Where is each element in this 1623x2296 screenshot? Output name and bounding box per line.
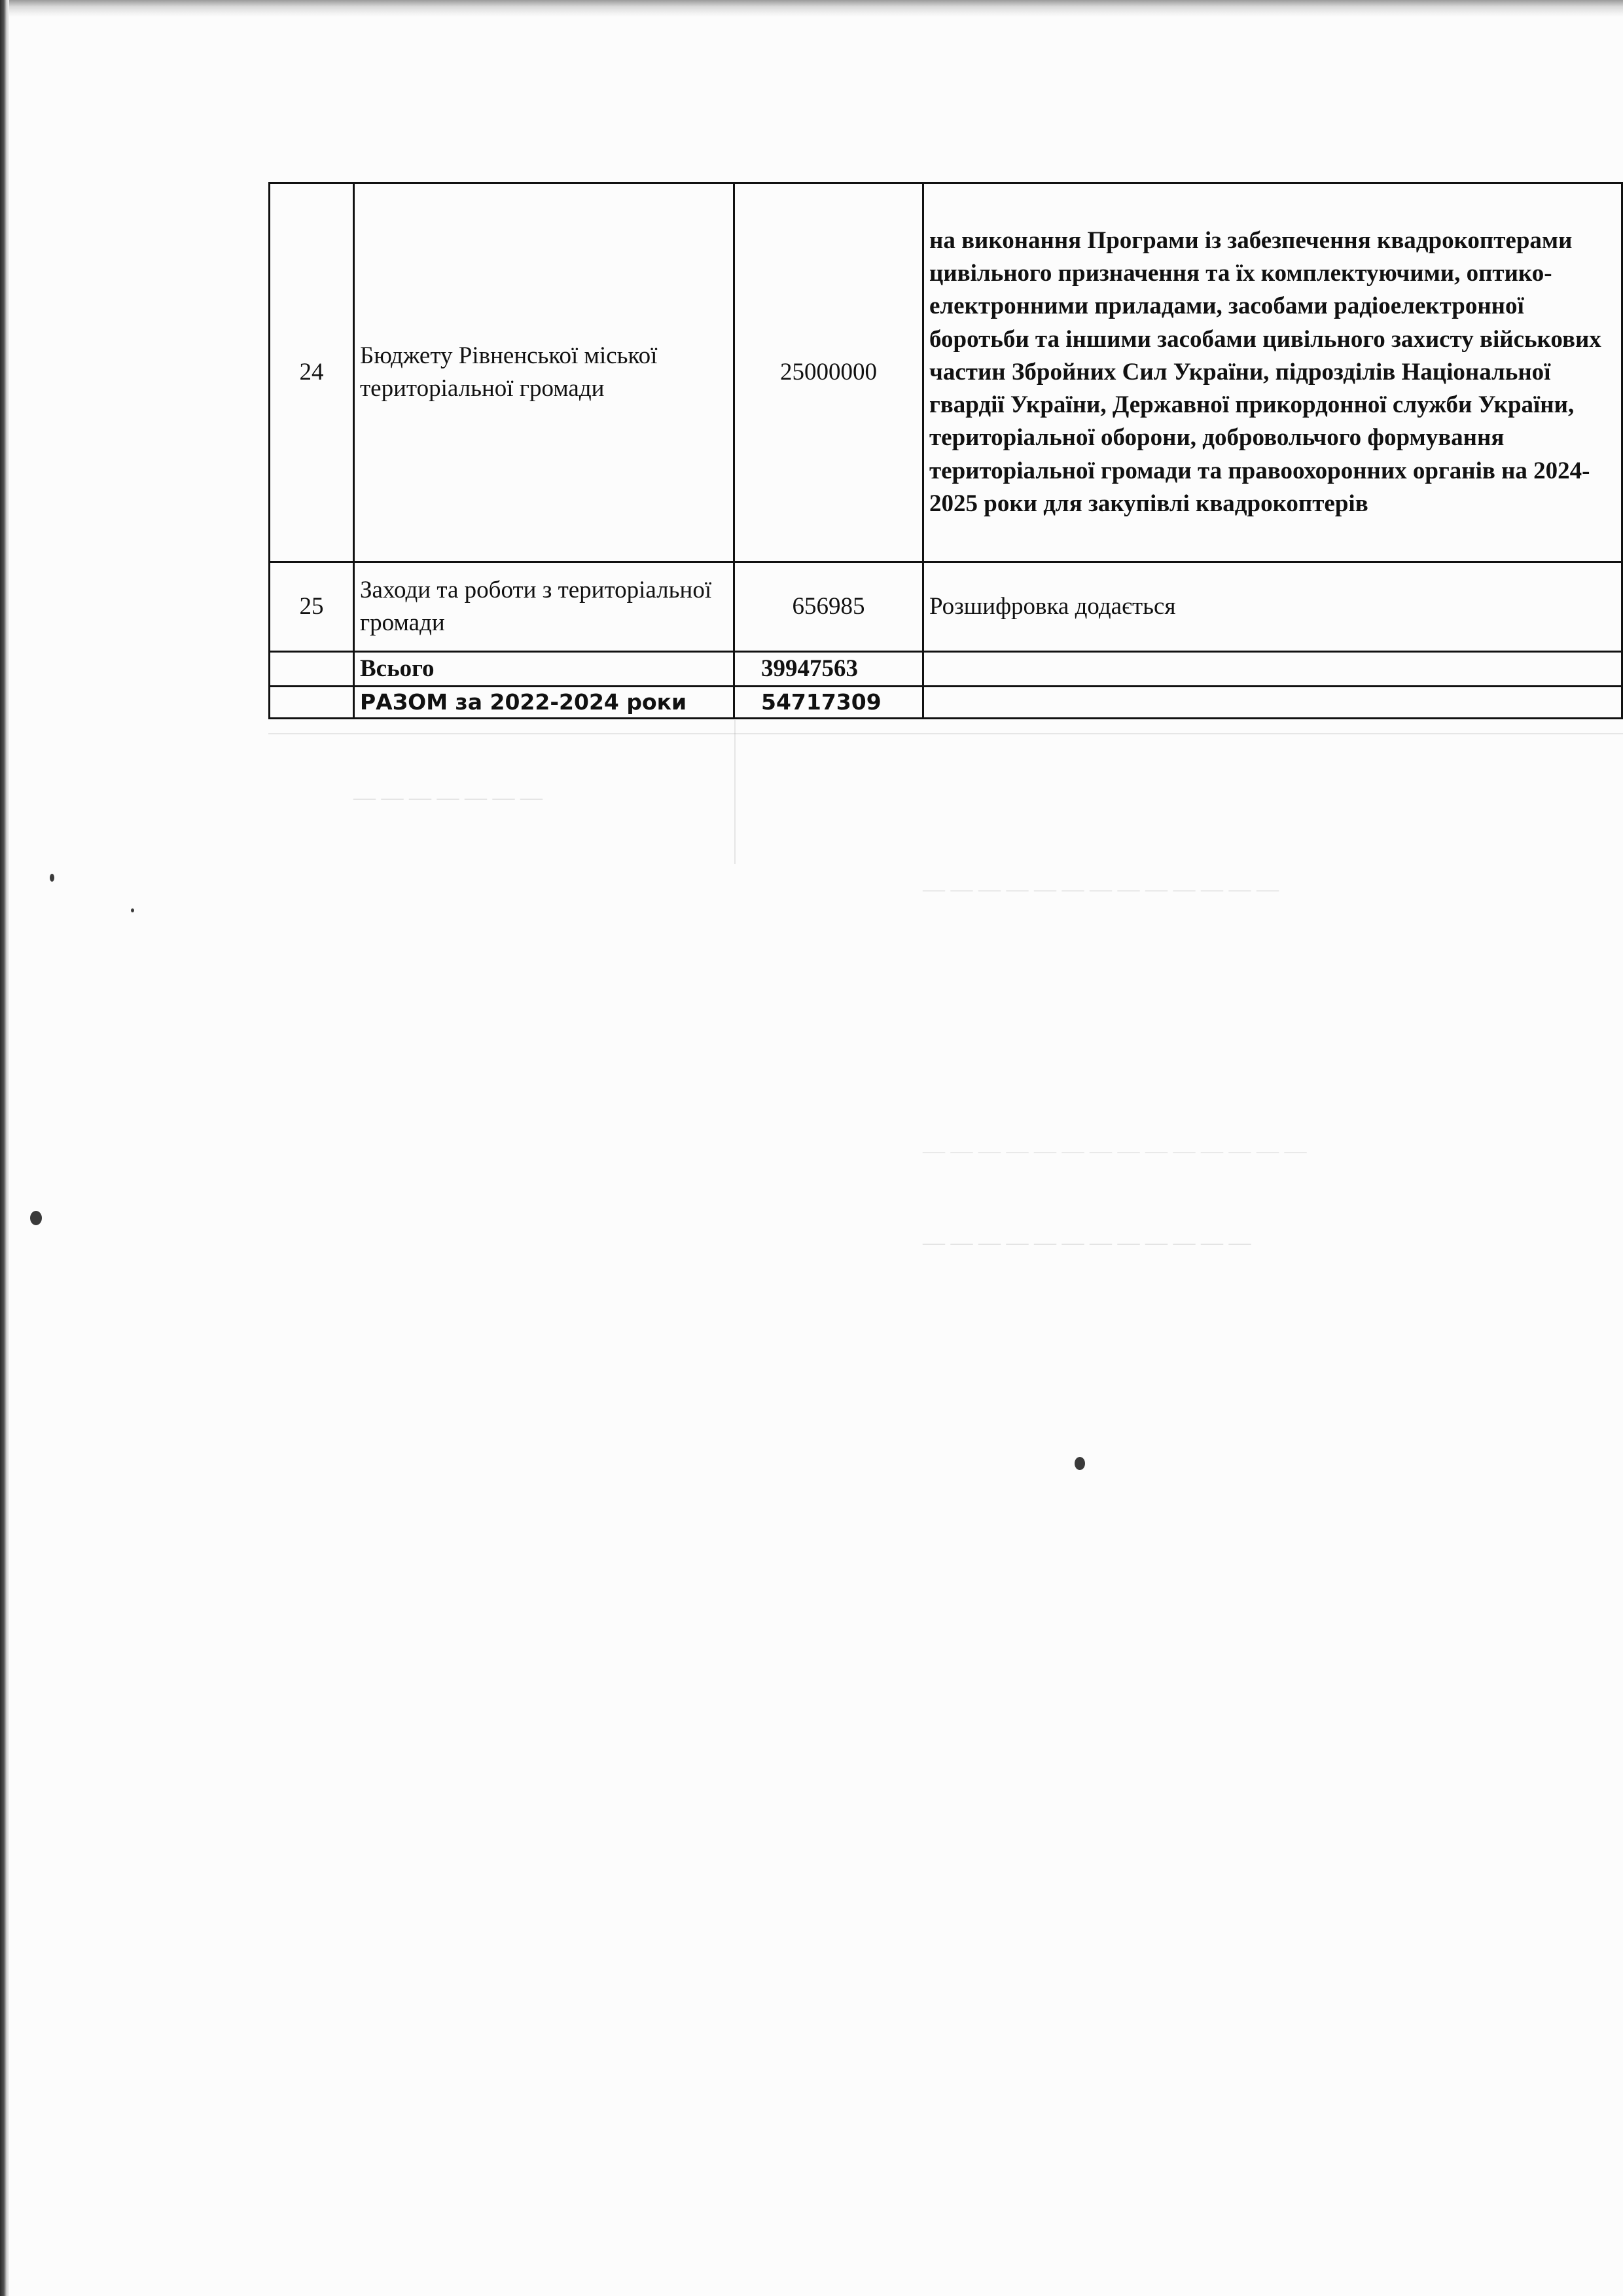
recipient-name: Заходи та роботи з територіальної громади [354,562,734,652]
bleed-through-line [734,720,736,864]
bleed-through-text: — — — — — — — — — — — — [923,1230,1251,1255]
empty-cell [270,652,354,687]
empty-cell [270,687,354,719]
purpose: Розшифровка додається [923,562,1622,652]
grand-total-amount: 54717309 [734,687,923,719]
bleed-through-text: — — — — — — — — — — — — — — [923,1139,1307,1163]
scan-speck [131,908,134,912]
table-row [270,562,1622,652]
total-amount: 39947563 [734,652,923,687]
recipient-name: Бюджету Рівненської міської територіальної громади [354,183,734,562]
row-number: 24 [270,183,354,562]
total-label: Всього [354,652,734,687]
bleed-through-text: — — — — — — — [353,785,543,810]
scan-top-shadow [0,0,1623,17]
empty-cell [923,687,1622,719]
scan-speck [30,1211,42,1225]
bleed-through-line [268,733,1623,734]
empty-cell [923,652,1622,687]
purpose: на виконання Програми із забезпечення квадрокоптерами цивільного призначення та їх комплектуючими, оптико-електронними приладами, засобами радіоелектронної боротьби та іншими засобами цивільного захисту військових частин Збройних Сил України, підрозділів Національної гвардії України, Державної прикордонної служби України, територіальної оборони, добровольчого формування територіальної громади та правоохоронних органів на 2024-2025 роки для закупівлі квадрокоптерів [923,183,1622,562]
amount: 656985 [734,562,923,652]
table-row [270,183,1622,562]
amount: 25000000 [734,183,923,562]
funding-table [268,182,1623,719]
bleed-through-text: — — — — — — — — — — — — — [923,877,1279,901]
scan-speck [1075,1457,1085,1470]
grand-total-row [270,687,1622,719]
scan-speck [50,874,54,882]
row-number: 25 [270,562,354,652]
grand-total-label: РАЗОМ за 2022-2024 роки [354,687,734,719]
scan-left-edge [0,0,9,2296]
total-row [270,652,1622,687]
